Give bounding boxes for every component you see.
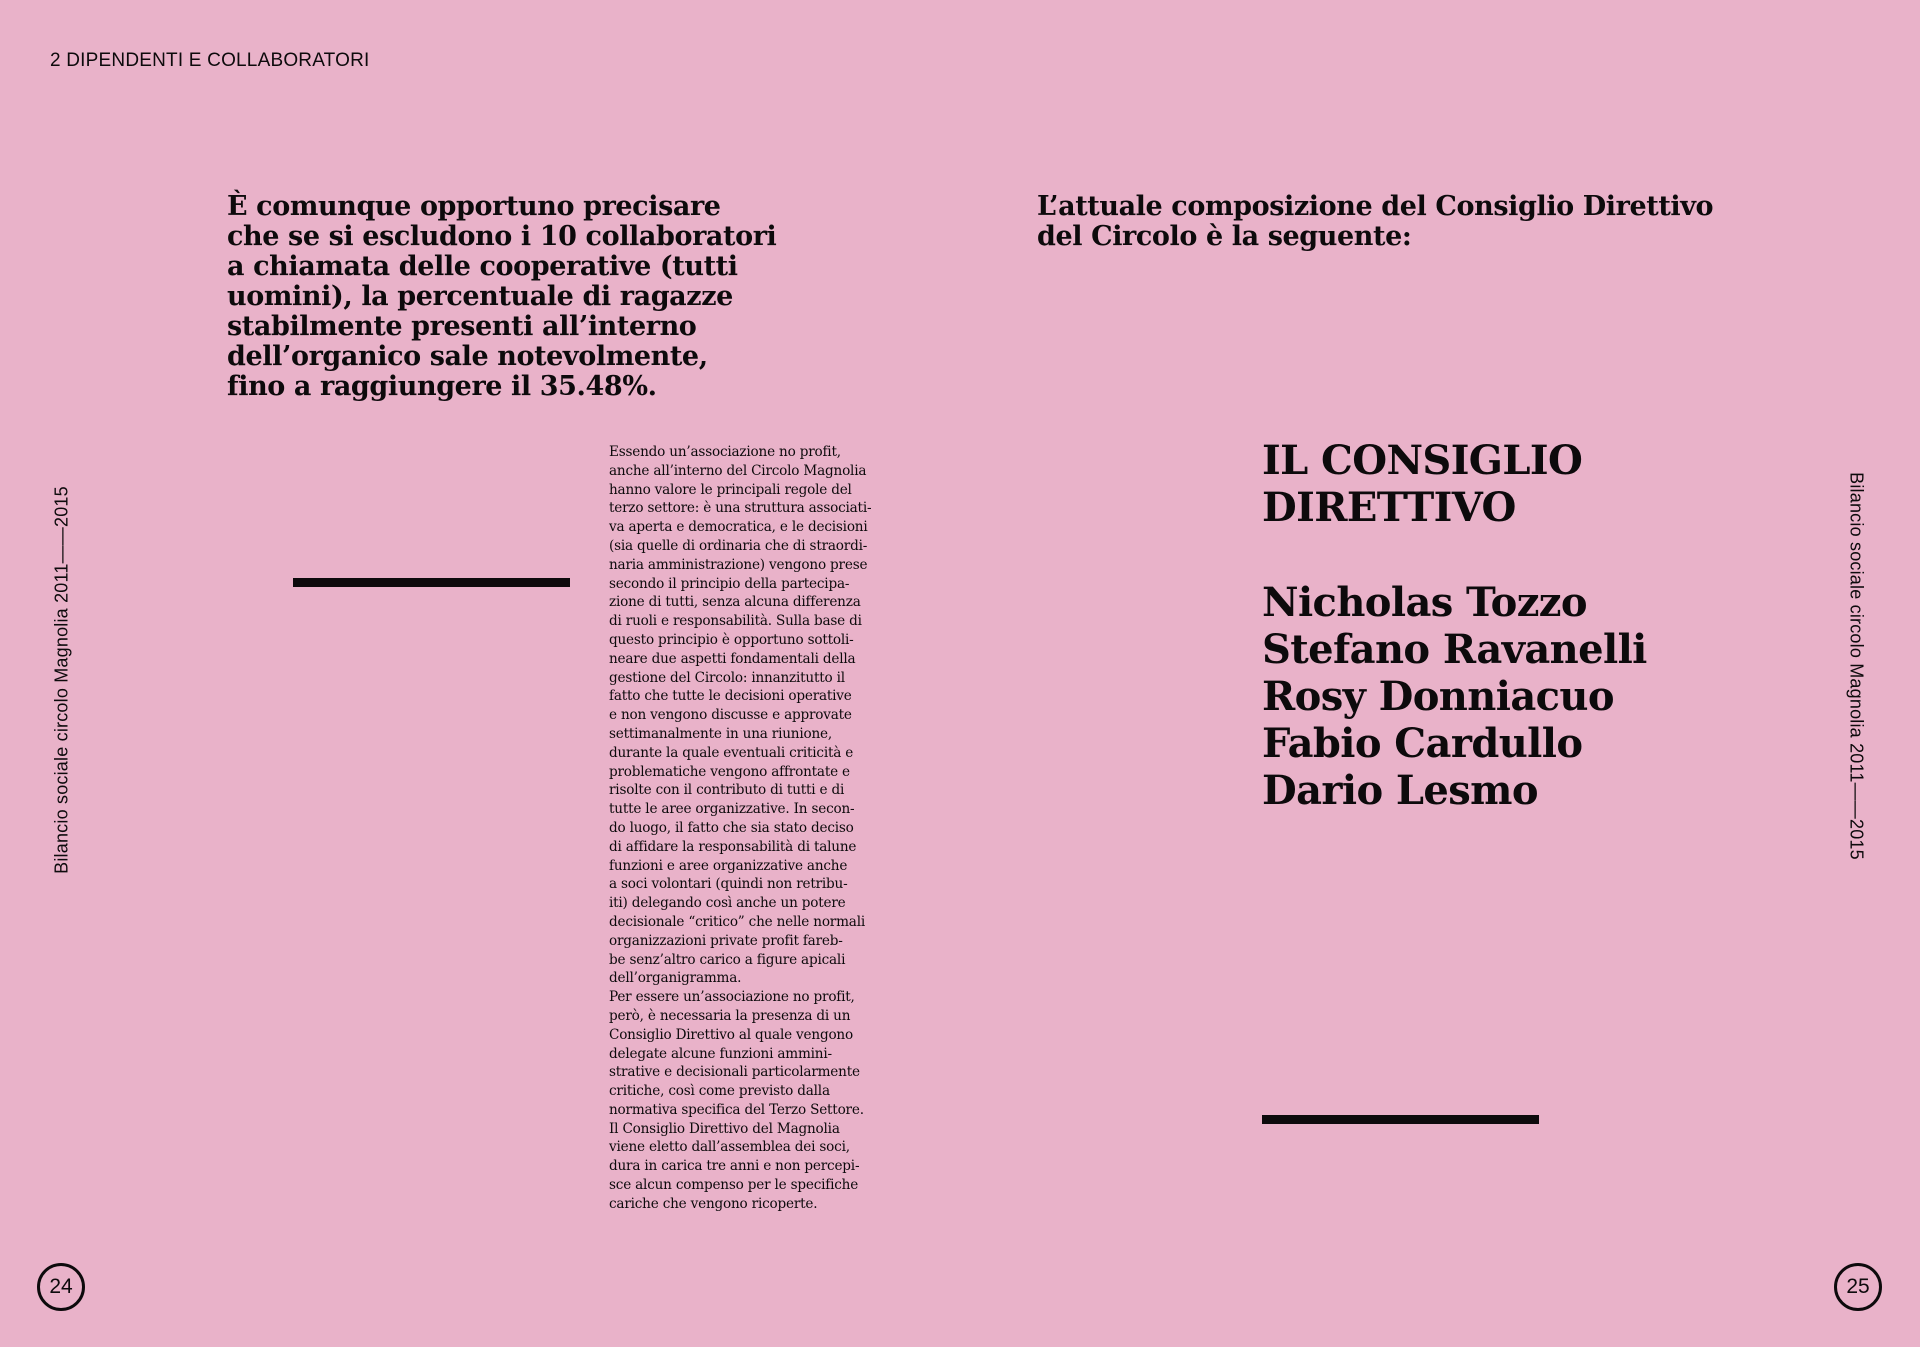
divider-rule-right	[1262, 1115, 1539, 1124]
section-label: 2 DIPENDENTI E COLLABORATORI	[50, 50, 370, 71]
board-member: Dario Lesmo	[1262, 767, 1538, 814]
intro-paragraph-left: È comunque opportuno precisare che se si escludono i 10 collaboratori a chiamata delle cooperative (tutti uomini), la percentuale di ragazze stabilmente presenti all’interno dell’organico sale notevolmente, fino a raggiungere il 35.48%.	[227, 191, 777, 402]
board-member: Fabio Cardullo	[1262, 720, 1583, 767]
divider-rule-left	[293, 578, 570, 587]
running-title-left: Bilancio sociale circolo Magnolia 2011——2015	[51, 486, 72, 874]
page-number-left: 24	[37, 1263, 85, 1311]
board-members-list	[1262, 579, 1647, 814]
board-member: Nicholas Tozzo	[1262, 579, 1587, 626]
board-title: IL CONSIGLIO DIRETTIVO	[1262, 437, 1583, 531]
board-member: Stefano Ravanelli	[1262, 626, 1647, 673]
running-title-right: Bilancio sociale circolo Magnolia 2011——2015	[1846, 472, 1867, 860]
intro-paragraph-right: L’attuale composizione del Consiglio Direttivo del Circolo è la seguente:	[1037, 191, 1714, 252]
page-number-right: 25	[1834, 1263, 1882, 1311]
body-text-column: Essendo un’associazione no profit, anche all’interno del Circolo Magnolia hanno valore le principali regole del terzo settore: è una struttura associati- va aperta e democratica, e le decisioni (sia quelle di ordinaria che di straordi- naria amministrazione) vengono prese secondo il principio della partecipa- zione di tutti, senza alcuna differenza di ruoli e responsabilità. Sulla base di questo principio è opportuno sottoli- neare due aspetti fondamentali della gestione del Circolo: innanzitutto il fatto che tutte le decisioni operative e non vengono discusse e approvate settimanalmente in una riunione, durante la quale eventuali criticità e problematiche vengono affrontate e risolte con il contributo di tutti e di tutte le aree organizzative. In secon- do luogo, il fatto che sia stato deciso di affidare la responsabilità di talune funzioni e aree organizzative anche a soci volontari (quindi non retribu- iti) delegando così anche un potere decisionale “critico” che nelle normali organizzazioni private profit fareb- be senz’altro carico a figure apicali dell’organigramma. Per essere un’associazione no profit, però, è necessaria la presenza di un Consiglio Direttivo al quale vengono delegate alcune funzioni ammini- strative e decisionali particolarmente critiche, così come previsto dalla normativa specifica del Terzo Settore. Il Consiglio Direttivo del Magnolia viene eletto dall’assemblea dei soci, dura in carica tre anni e non percepi- sce alcun compenso per le specifiche cariche che vengono ricoperte.	[609, 444, 872, 1212]
board-member: Rosy Donniacuo	[1262, 673, 1614, 720]
